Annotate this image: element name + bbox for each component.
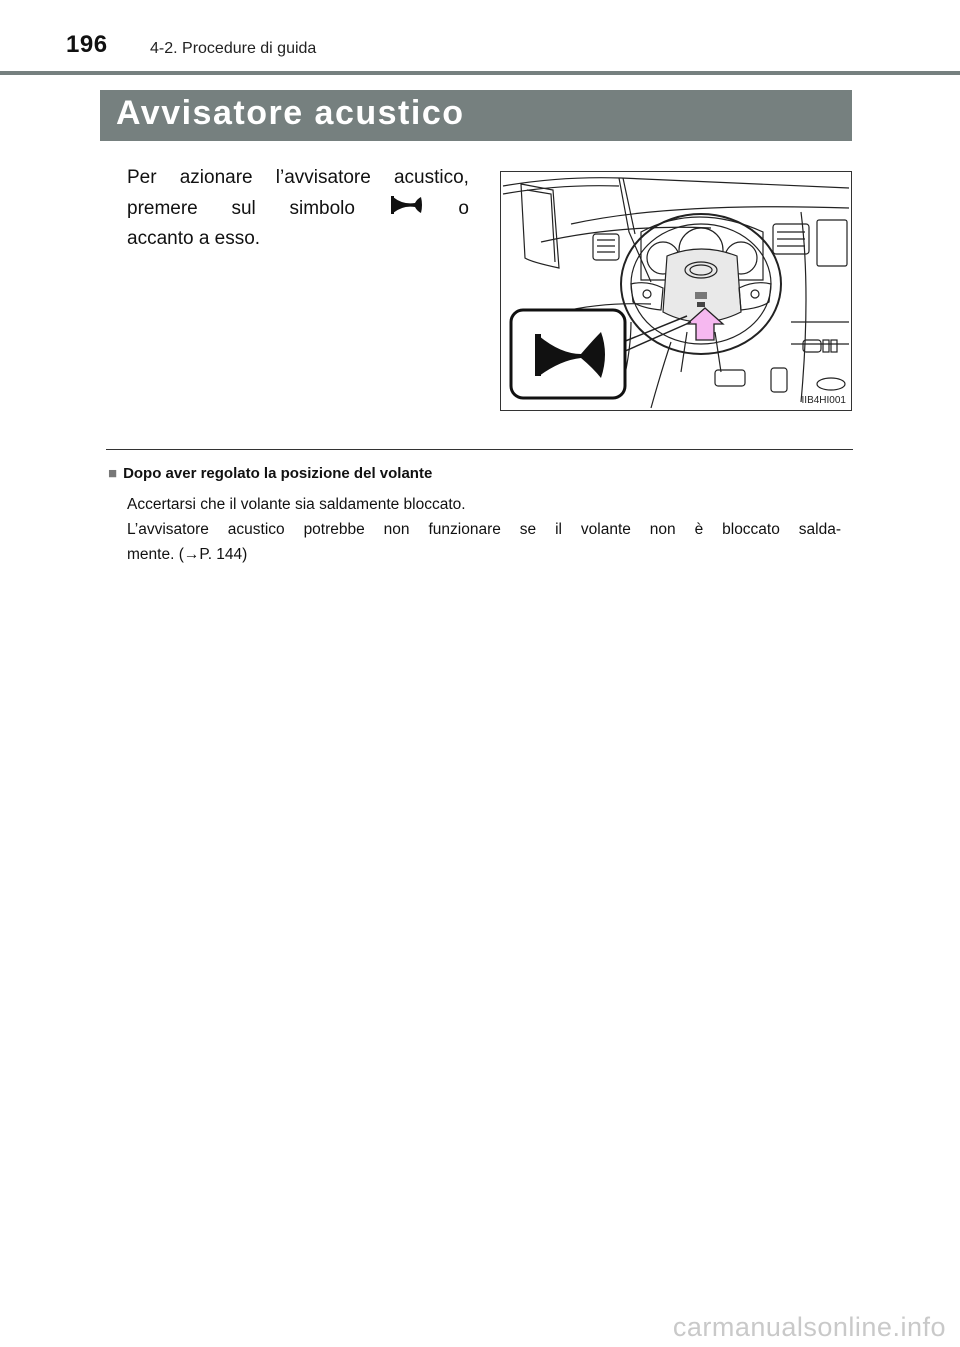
horn-icon: [389, 194, 425, 216]
header-rule: [0, 71, 960, 75]
intro-word: premere: [127, 197, 198, 219]
steering-wheel-illustration: [500, 171, 852, 411]
dashboard-drawing: [501, 172, 851, 410]
page-number: 196: [66, 31, 108, 58]
section-title: Avvisatore acustico: [116, 94, 465, 132]
note-heading-text: Dopo aver regolato la posizione del volante: [123, 465, 433, 482]
chapter-title: 4-2. Procedure di guida: [150, 40, 317, 57]
section-divider: [106, 449, 853, 450]
intro-line-2: [127, 194, 469, 225]
intro-word: sul: [231, 197, 256, 219]
section-bar: [100, 90, 852, 141]
intro-text: [127, 163, 469, 255]
intro-line-3: accanto a esso.: [127, 228, 261, 249]
figure-code: IIB4HI001: [801, 395, 846, 406]
intro-word: o: [458, 197, 469, 219]
note-line-2: L’avvisatore acustico potrebbe non funzionare se il volante non è bloccato salda-: [127, 521, 841, 538]
watermark: carmanualsonline.info: [672, 1312, 946, 1342]
intro-word: Per: [127, 167, 157, 188]
intro-word: acustico,: [393, 167, 469, 188]
note-heading: [108, 465, 432, 482]
intro-line-1: [127, 163, 469, 194]
note-line-3: mente. (→P. 144): [127, 546, 248, 563]
note-line-1: Accertarsi che il volante sia saldamente bloccato.: [127, 496, 466, 513]
intro-word: simbolo: [289, 197, 355, 219]
intro-word: l’avvisatore: [275, 167, 371, 188]
square-bullet-icon: ■: [108, 465, 118, 482]
note-body: [127, 492, 841, 567]
intro-word: azionare: [179, 167, 253, 188]
